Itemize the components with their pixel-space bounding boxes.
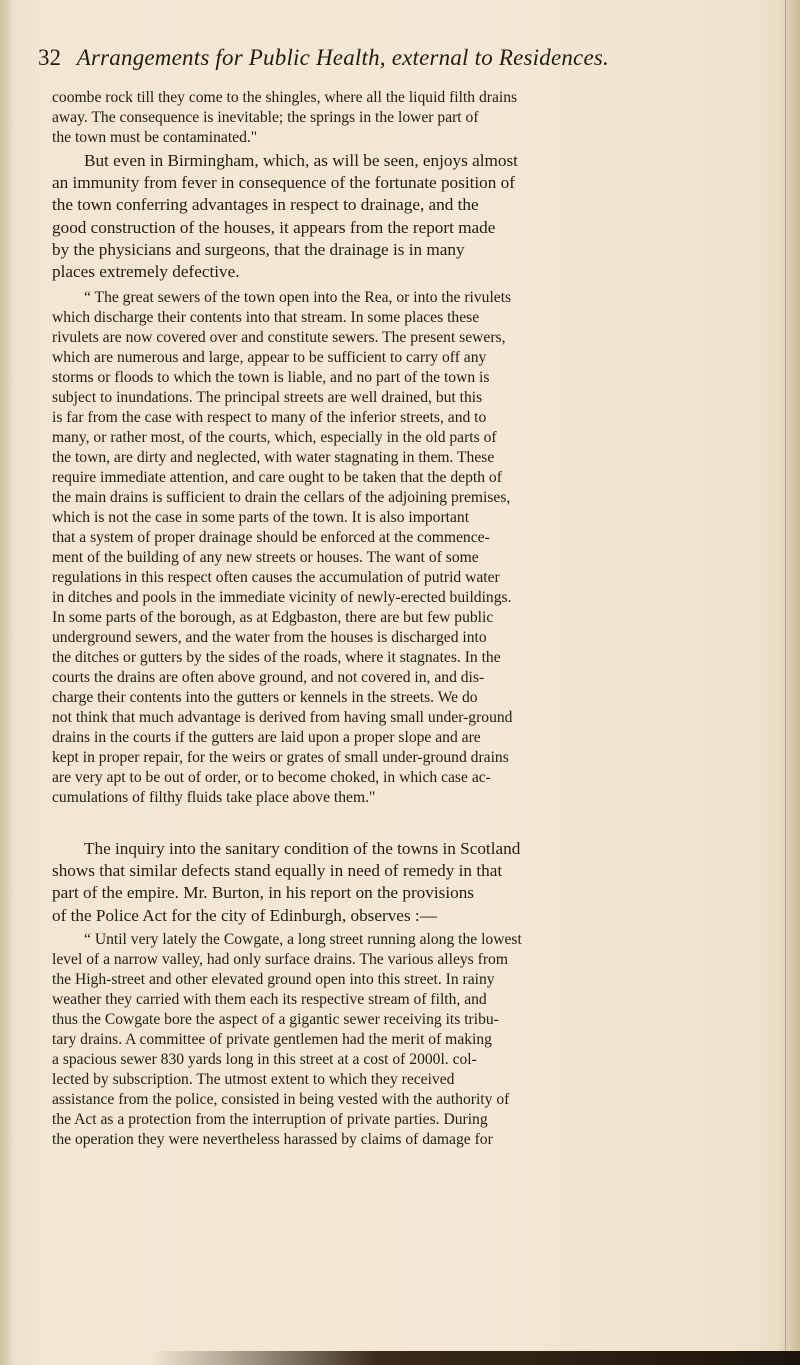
text-line: subject to inundations. The principal streets are well drained, but this xyxy=(52,389,483,406)
text-line: charge their contents into the gutters or kennels in the streets. We do xyxy=(52,689,478,706)
text-line: In some parts of the borough, as at Edgbaston, there are but few public xyxy=(52,609,494,626)
text-line: underground sewers, and the water from the houses is discharged into xyxy=(52,629,487,646)
text-line: But even in Birmingham, which, as will be seen, enjoys almost xyxy=(84,151,518,170)
text-line: assistance from the police, consisted in being vested with the authority of xyxy=(52,1091,510,1108)
text-line: “ Until very lately the Cowgate, a long street running along the lowest xyxy=(84,931,522,948)
spine-shadow xyxy=(0,0,14,1365)
text-line: an immunity from fever in consequence of the fortunate position of xyxy=(52,173,515,193)
page-edge xyxy=(778,0,800,1365)
text-line: storms or floods to which the town is liable, and no part of the town is xyxy=(52,369,490,386)
text-line: The inquiry into the sanitary condition of the towns in Scotland xyxy=(84,839,521,858)
text-line: “ The great sewers of the town open into the Rea, or into the rivulets xyxy=(84,289,512,306)
text-line: drains in the courts if the gutters are laid upon a proper slope and are xyxy=(52,729,481,746)
running-header xyxy=(38,38,758,78)
text-line: in ditches and pools in the immediate vicinity of newly-erected buildings. xyxy=(52,589,512,606)
quote-edinburgh-cowgate xyxy=(52,930,747,1150)
page-number: 32 xyxy=(38,45,61,70)
text-line: rivulets are now covered over and constitute sewers. The present sewers, xyxy=(52,329,506,346)
text-line: that a system of proper drainage should be enforced at the commence- xyxy=(52,529,490,546)
text-line: places extremely defective. xyxy=(52,262,240,282)
text-line: of the Police Act for the city of Edinburgh, observes :— xyxy=(52,905,437,925)
text-line: the High-street and other elevated ground open into this street. In rainy xyxy=(52,971,495,988)
text-line: the operation they were nevertheless harassed by claims of damage for xyxy=(52,1131,493,1148)
text-line: the town conferring advantages in respect to drainage, and the xyxy=(52,195,479,215)
text-line: thus the Cowgate bore the aspect of a gigantic sewer receiving its tribu- xyxy=(52,1011,499,1028)
quote-birmingham-sewers xyxy=(52,288,747,808)
text-line: many, or rather most, of the courts, which, especially in the old parts of xyxy=(52,429,497,446)
page-edge-line xyxy=(785,0,786,1365)
text-line: the town, are dirty and neglected, with water stagnating in them. These xyxy=(52,449,495,466)
text-line: cumulations of filthy fluids take place above them." xyxy=(52,789,376,806)
text-line: tary drains. A committee of private gentlemen had the merit of making xyxy=(52,1031,492,1048)
text-line: the town must be contaminated." xyxy=(52,129,258,146)
text-line: require immediate attention, and care ought to be taken that the depth of xyxy=(52,469,502,486)
text-line: are very apt to be out of order, or to become choked, in which case ac- xyxy=(52,769,491,786)
bottom-binding-strip xyxy=(150,1351,800,1365)
text-line: kept in proper repair, for the weirs or grates of small under-ground drains xyxy=(52,749,509,766)
text-line: lected by subscription. The utmost extent to which they received xyxy=(52,1071,455,1088)
text-line: not think that much advantage is derived from having small under-ground xyxy=(52,709,513,726)
text-line: which discharge their contents into that stream. In some places these xyxy=(52,309,480,326)
text-line: shows that similar defects stand equally in need of remedy in that xyxy=(52,861,503,881)
text-line: a spacious sewer 830 yards long in this street at a cost of 2000l. col- xyxy=(52,1051,477,1068)
paragraph-birmingham xyxy=(52,150,747,283)
text-line: the main drains is sufficient to drain the cellars of the adjoining premises, xyxy=(52,489,511,506)
text-line: ment of the building of any new streets or houses. The want of some xyxy=(52,549,479,566)
text-line: the Act as a protection from the interruption of private parties. During xyxy=(52,1111,488,1128)
text-line: courts the drains are often above ground, and not covered in, and dis- xyxy=(52,669,485,686)
text-line: good construction of the houses, it appears from the report made xyxy=(52,217,496,237)
text-line: away. The consequence is inevitable; the springs in the lower part of xyxy=(52,109,479,126)
quote-birmingham-continuation xyxy=(52,88,747,148)
text-line: by the physicians and surgeons, that the drainage is in many xyxy=(52,239,465,259)
text-line: weather they carried with them each its respective stream of filth, and xyxy=(52,991,487,1008)
text-line: coombe rock till they come to the shingles, where all the liquid filth drains xyxy=(52,89,518,106)
running-title: Arrangements for Public Health, external to Residences. xyxy=(76,45,609,70)
paragraph-scotland xyxy=(52,838,747,927)
text-line: the ditches or gutters by the sides of the roads, where it stagnates. In the xyxy=(52,649,501,666)
text-line: which is not the case in some parts of the town. It is also important xyxy=(52,509,470,526)
text-line: which are numerous and large, appear to be sufficient to carry off any xyxy=(52,349,487,366)
text-line: is far from the case with respect to many of the inferior streets, and to xyxy=(52,409,487,426)
text-line: level of a narrow valley, had only surface drains. The various alleys from xyxy=(52,951,508,968)
text-line: regulations in this respect often causes the accumulation of putrid water xyxy=(52,569,500,586)
text-line: part of the empire. Mr. Burton, in his report on the provisions xyxy=(52,883,474,903)
